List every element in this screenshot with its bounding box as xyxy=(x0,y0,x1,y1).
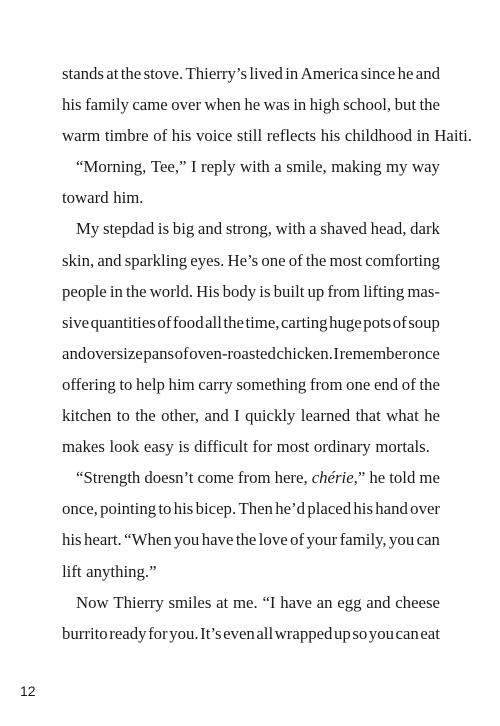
text-line: kitchen to the other, and I quickly learned that what he xyxy=(62,406,440,426)
text-line: offering to help him carry something from one end of the xyxy=(62,374,440,394)
text-line: makes look easy is difficult for most ordinary mortals. xyxy=(62,437,430,457)
text-line: burrito ready for you. It’s even all wrapped up so you can eat xyxy=(62,623,440,643)
text-line: stands at the stove. Thierry’s lived in America since he and xyxy=(62,64,440,83)
text-line: “Morning, Tee,” I reply with a smile, making my way xyxy=(76,157,440,177)
text-line: lift anything.” xyxy=(62,561,157,581)
text-line: toward him. xyxy=(62,188,144,208)
text-line: Now Thierry smiles at me. “I have an egg and cheese xyxy=(76,592,440,612)
text-line: his family came over when he was in high school, but the xyxy=(62,95,440,115)
body-text xyxy=(62,58,472,649)
page-number: 12 xyxy=(20,683,36,699)
text-line: warm timbre of his voice still reflects his childhood in Haiti. xyxy=(62,126,472,146)
text-line: and oversize pans of oven-roasted chicken. I remember once xyxy=(62,343,440,363)
text-line: skin, and sparkling eyes. He’s one of the most comforting xyxy=(62,250,440,270)
text-line: sive quantities of food all the time, carting huge pots of soup xyxy=(62,312,440,332)
text-line: My stepdad is big and strong, with a shaved head, dark xyxy=(76,219,440,239)
text-line: once, pointing to his bicep. Then he’d placed his hand over xyxy=(62,499,440,519)
text-line: people in the world. His body is built up from lifting mas- xyxy=(62,281,440,301)
text-line: his heart. “When you have the love of your family, you can xyxy=(62,530,440,550)
text-line: “Strength doesn’t come from here, chérie,” he told me xyxy=(76,468,440,488)
